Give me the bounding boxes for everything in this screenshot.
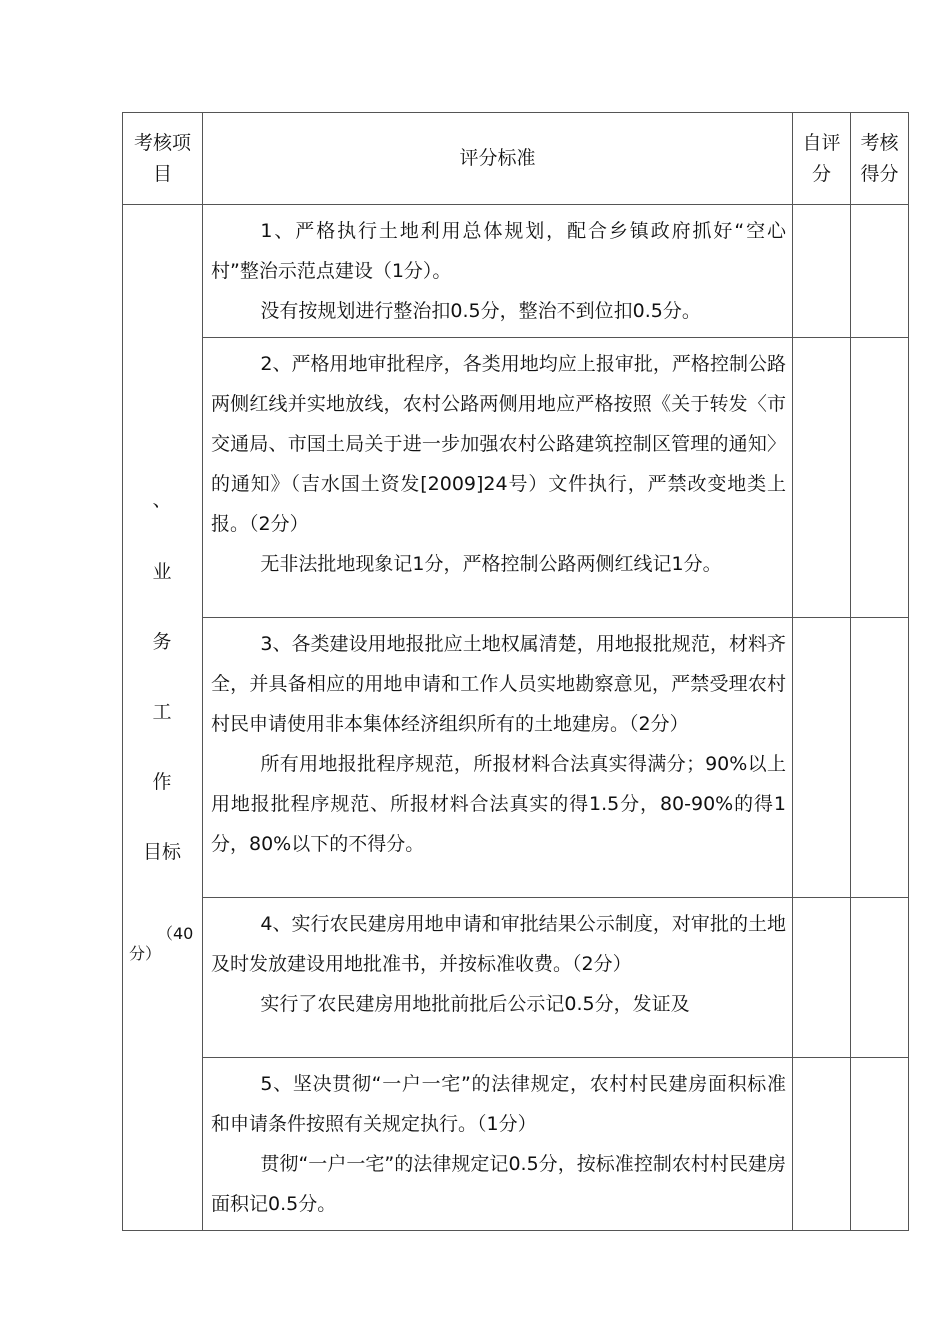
requirement-text: 1、严格执行土地利用总体规划，配合乡镇政府抓好“空心村”整治示范点建设（1分）。 [211,220,786,282]
requirement-text: 4、实行农民建房用地申请和审批结果公示制度，对审批的土地及时发放建设用地批准书，并按标准收费。（2分） [211,913,786,975]
category-points: 分） [129,944,162,963]
requirement-text: 3、各类建设用地报批应土地权属清楚，用地报批规范，材料齐全，并具备相应的用地申请和工作人员实地勘察意见，严禁受理农村村民申请使用非本集体经济组织所有的土地建房。（2分） [211,633,786,735]
requirement-text: 5、坚决贯彻“一户一宅”的法律规定，农村村民建房面积标准和申请条件按照有关规定执行。（1分） [211,1073,786,1135]
table-row [123,618,909,898]
criteria-cell [203,1058,793,1231]
category-char: 务 [152,631,172,653]
scoring-text: 贯彻“一户一宅”的法律规定记0.5分，按标准控制农村村民建房面积记0.5分。 [211,1153,786,1215]
header-self-score: 自评分 [793,113,851,205]
table-row [123,205,909,338]
header-item: 考核项目 [123,113,203,205]
header-assess-score: 考核得分 [851,113,909,205]
table-row [123,898,909,1058]
header-criteria: 评分标准 [203,113,793,205]
assess-score-cell[interactable] [851,1058,909,1231]
self-score-cell[interactable] [793,338,851,618]
category-char: 工 [152,701,172,723]
assess-score-cell[interactable] [851,898,909,1058]
scoring-text: 实行了农民建房用地批前批后公示记0.5分，发证及 [260,993,690,1015]
category-points: （40 [157,924,194,943]
scoring-text: 没有按规划进行整治扣0.5分，整治不到位扣0.5分。 [260,300,701,322]
self-score-cell[interactable] [793,205,851,338]
scoring-text: 所有用地报批程序规范，所报材料合法真实得满分；90%以上用地报批程序规范、所报材料合法真实的得1.5分，80-90%的得1分，80%以下的不得分。 [211,753,786,855]
assessment-table [122,112,909,1231]
category-cell [123,205,203,1231]
scoring-text: 无非法批地现象记1分，严格控制公路两侧红线记1分。 [260,553,722,575]
criteria-cell [203,898,793,1058]
assess-score-cell[interactable] [851,338,909,618]
category-char: 业 [152,561,172,583]
category-char: 作 [152,771,172,793]
self-score-cell[interactable] [793,1058,851,1231]
table-row [123,338,909,618]
self-score-cell[interactable] [793,618,851,898]
header-row [123,113,909,205]
requirement-text: 2、严格用地审批程序，各类用地均应上报审批，严格控制公路两侧红线并实地放线，农村公路两侧用地应严格按照《关于转发〈市交通局、市国土局关于进一步加强农村公路建筑控制区管理的通知〉的通知》（吉水国土资发[2009]24号）文件执行，严禁改变地类上报。（2分） [211,353,786,535]
category-mark: 、 [152,489,172,511]
assess-score-cell[interactable] [851,618,909,898]
criteria-cell [203,618,793,898]
category-char: 目标 [142,841,181,863]
criteria-cell [203,338,793,618]
criteria-cell [203,205,793,338]
assess-score-cell[interactable] [851,205,909,338]
table-row [123,1058,909,1231]
self-score-cell[interactable] [793,898,851,1058]
